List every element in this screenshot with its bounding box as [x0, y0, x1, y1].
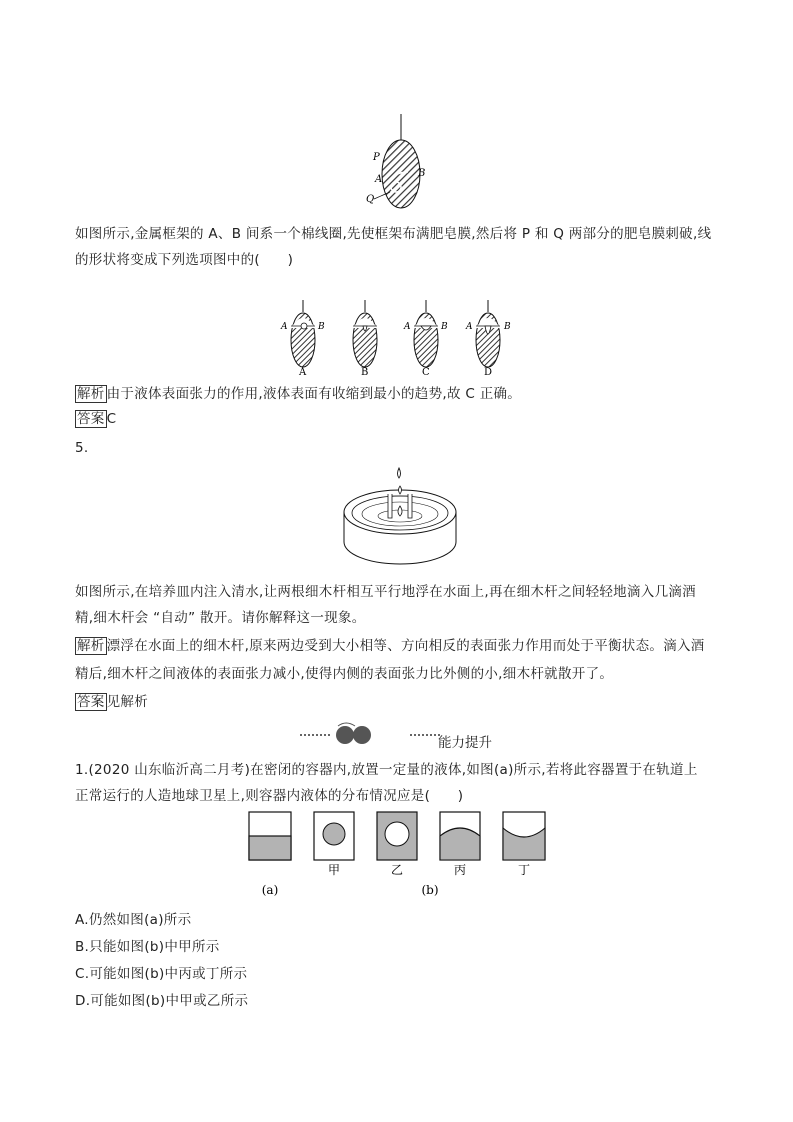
- option-b-figure: [353, 300, 377, 378]
- point-a-label-d: A: [466, 322, 473, 332]
- point-b-label-c: B: [441, 322, 448, 332]
- label-p: P: [373, 152, 380, 163]
- answer-text-q5: 见解析: [106, 694, 149, 710]
- point-b-label: B: [318, 322, 325, 332]
- option-b-label: B: [361, 367, 369, 378]
- point-a-label-c: A: [404, 322, 411, 332]
- label-jia: 甲: [327, 863, 341, 877]
- q5-line2: 精,细木杆会 “自动” 散开。请你解释这一现象。: [75, 610, 366, 626]
- label-ding: 丁: [517, 863, 531, 877]
- film-ellipse: [382, 140, 420, 208]
- p1-line2: 正常运行的人造地球卫星上,则容器内液体的分布情况应是( ): [75, 788, 464, 804]
- section-ornament: [300, 720, 440, 750]
- container-bing: [440, 812, 480, 860]
- option-a-label: A: [299, 367, 307, 378]
- choice-a: A.仍然如图(a)所示: [75, 912, 192, 928]
- q4-line1: 如图所示,金属框架的 A、B 间系一个棉线圈,先使框架布满肥皂膜,然后将 P 和 Q 两部分的肥皂膜刺破,线: [75, 226, 712, 242]
- q4-answer: [75, 410, 116, 428]
- option-d-label: D: [484, 367, 493, 378]
- q5-analysis-2: 精后,细木杆之间液体的表面张力减小,使得内侧的表面张力比外侧的小,细木杆就散开了。: [75, 666, 614, 682]
- answer-tag: 答案: [77, 411, 105, 427]
- container-jia: [314, 812, 354, 860]
- containers-figure: [244, 806, 554, 902]
- q4-line2: 的形状将变成下列选项图中的( ): [75, 252, 294, 268]
- option-a-figure: [280, 300, 325, 378]
- label-a: A: [375, 174, 383, 185]
- frame-figure: [362, 112, 442, 212]
- section-title: 能力提升: [438, 735, 492, 751]
- q5-number: 5.: [75, 440, 89, 456]
- option-c-label: C: [422, 367, 430, 378]
- point-b-label-d: B: [504, 322, 511, 332]
- answer-tag-q5: 答案: [77, 694, 105, 710]
- analysis-text-q5: 漂浮在水面上的细木杆,原来两边受到大小相等、方向相反的表面张力作用而处于平衡状态。滴入酒: [106, 638, 705, 654]
- label-b: B: [418, 168, 426, 179]
- analysis-tag-q5: 解析: [77, 638, 105, 654]
- analysis-tag: 解析: [77, 386, 105, 402]
- options-figure: [278, 300, 518, 378]
- q5-analysis-1: [75, 634, 705, 655]
- option-d-figure: [465, 300, 511, 378]
- q5-answer: [75, 690, 148, 711]
- option-c-figure: [403, 300, 448, 378]
- container-ding: [503, 812, 545, 860]
- label-yi: 乙: [390, 863, 404, 877]
- label-bing: 丙: [453, 863, 467, 877]
- choice-d: D.可能如图(b)中甲或乙所示: [75, 993, 249, 1009]
- caption-a: (a): [261, 883, 279, 897]
- point-a-label: A: [281, 322, 288, 332]
- caption-b: (b): [421, 883, 439, 897]
- q4-analysis: [75, 382, 521, 403]
- q5-line1: 如图所示,在培养皿内注入清水,让两根细木杆相互平行地浮在水面上,再在细木杆之间轻轻地滴入几滴酒: [75, 584, 696, 600]
- label-q: Q: [366, 194, 375, 205]
- container-yi: [377, 812, 417, 860]
- petri-dish-figure: [340, 462, 460, 570]
- analysis-text: 由于液体表面张力的作用,液体表面有收缩到最小的趋势,故 C 正确。: [106, 386, 522, 402]
- choice-c: C.可能如图(b)中丙或丁所示: [75, 966, 248, 982]
- container-a: [249, 812, 291, 860]
- answer-text: C: [106, 411, 117, 427]
- p1-line1: 1.(2020 山东临沂高二月考)在密闭的容器内,放置一定量的液体,如图(a)所示,若将此容器置于在轨道上: [75, 762, 698, 778]
- choice-b: B.只能如图(b)中甲所示: [75, 939, 220, 955]
